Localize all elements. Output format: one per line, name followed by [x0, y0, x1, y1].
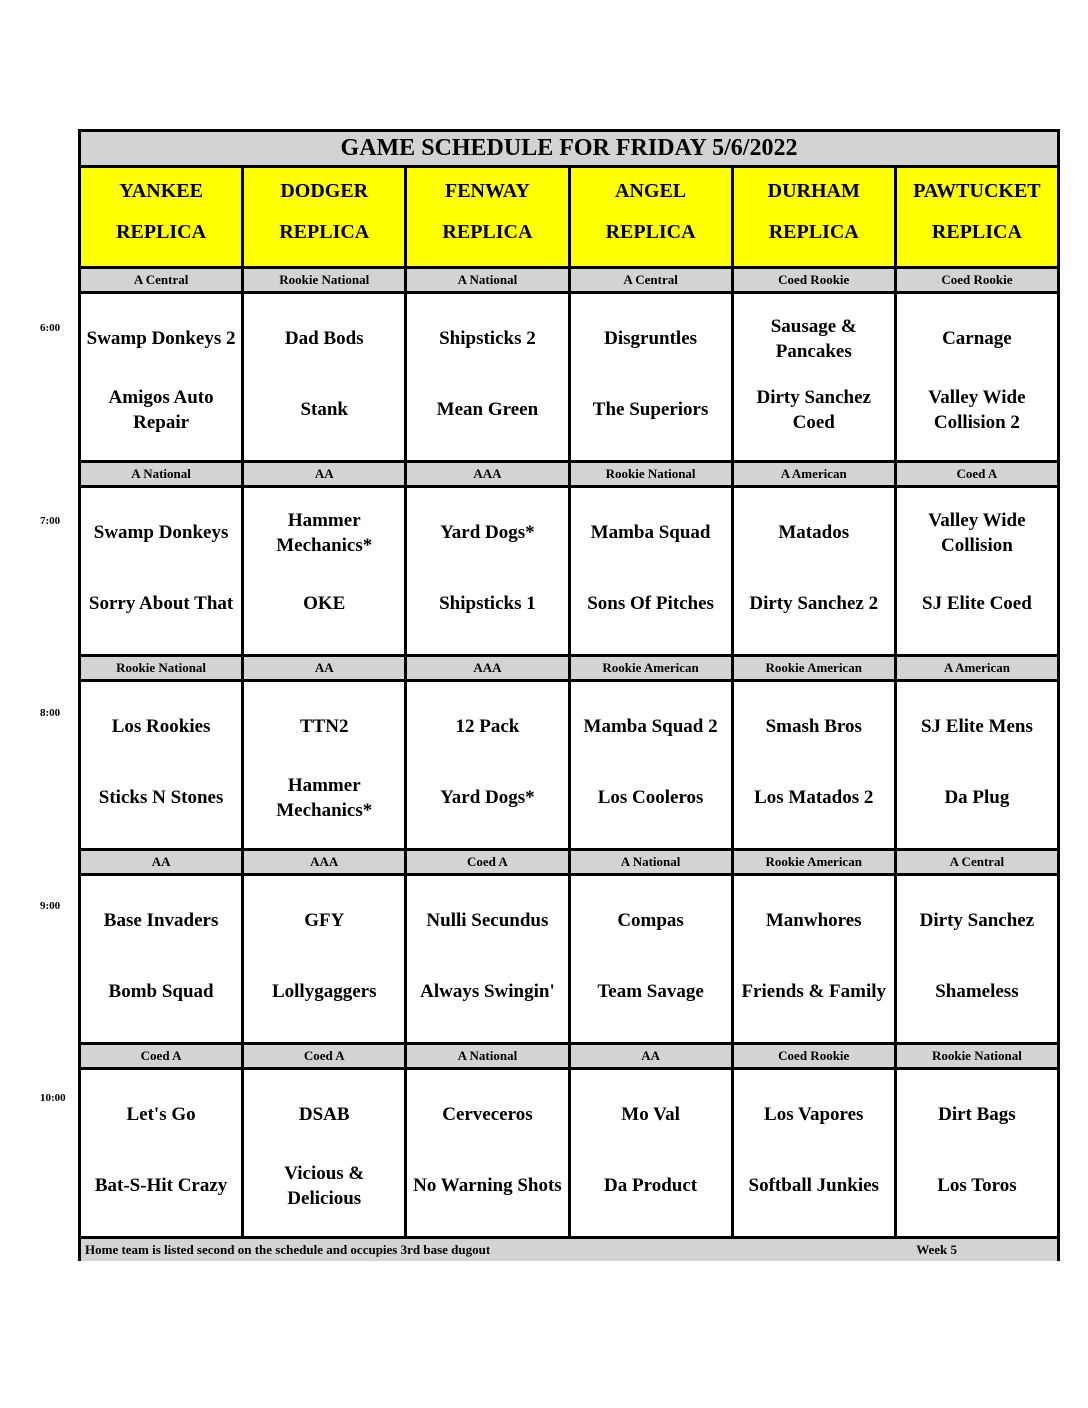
home-team: Valley Wide Collision 2 — [928, 386, 1026, 433]
away-team: Mamba Squad — [590, 522, 711, 544]
home-team: Stank — [300, 399, 348, 421]
division-label: Coed A — [81, 1045, 241, 1067]
home-team: Da Product — [604, 1175, 698, 1197]
division-label: Coed A — [244, 1045, 404, 1067]
field-name: ANGEL — [615, 180, 687, 202]
division-label: A National — [407, 269, 567, 291]
away-team: Swamp Donkeys — [93, 522, 229, 544]
division-label: Rookie National — [81, 657, 241, 679]
field-sub: REPLICA — [605, 221, 696, 243]
game-cell — [571, 488, 731, 654]
division-label: Rookie National — [244, 269, 404, 291]
home-team: Softball Junkies — [748, 1175, 879, 1197]
division-label: A National — [407, 1045, 567, 1067]
game-cell — [81, 294, 241, 460]
away-team: GFY — [304, 910, 345, 932]
away-team: Smash Bros — [765, 716, 862, 738]
home-team: Da Plug — [944, 787, 1010, 809]
away-team: Mamba Squad 2 — [583, 716, 718, 738]
division-label: AAA — [407, 463, 567, 485]
division-label: A Central — [571, 269, 731, 291]
away-team: Yard Dogs* — [440, 522, 535, 544]
home-team: Lollygaggers — [271, 981, 377, 1003]
away-team: Manwhores — [765, 910, 862, 932]
division-label: AAA — [407, 657, 567, 679]
field-header-dodger — [244, 168, 404, 266]
game-cell — [244, 876, 404, 1042]
division-label: A Central — [81, 269, 241, 291]
home-team: Sons Of Pitches — [587, 593, 714, 615]
home-team: Sorry About That — [88, 593, 234, 615]
division-label: Rookie National — [571, 463, 731, 485]
away-team: Carnage — [942, 328, 1012, 350]
field-sub: REPLICA — [279, 221, 370, 243]
away-team: Disgruntles — [604, 328, 698, 350]
home-team: Bomb Squad — [108, 981, 214, 1003]
game-cell — [734, 682, 894, 848]
time-label: 8:00 — [40, 707, 61, 719]
away-team: Dirt Bags — [938, 1104, 1016, 1126]
division-label: Coed Rookie — [734, 269, 894, 291]
away-team: Mo Val — [621, 1104, 680, 1126]
time-label: 7:00 — [40, 515, 61, 527]
footer-note: Home team is listed second on the schedule and occupies 3rd base dugout — [85, 1242, 491, 1257]
home-team: Mean Green — [436, 399, 539, 421]
game-cell — [897, 682, 1057, 848]
field-header-fenway — [407, 168, 567, 266]
home-team: Always Swingin' — [420, 981, 555, 1003]
away-team: Let's Go — [126, 1104, 196, 1126]
game-cell — [407, 876, 567, 1042]
away-team: Base Invaders — [103, 910, 219, 932]
away-team: Los Rookies — [111, 716, 211, 738]
division-label: Coed A — [407, 851, 567, 873]
game-cell — [81, 488, 241, 654]
game-cell — [897, 488, 1057, 654]
game-cell — [734, 876, 894, 1042]
field-header-pawtucket — [897, 168, 1057, 266]
division-label: Coed Rookie — [734, 1045, 894, 1067]
away-team: TTN2 — [299, 716, 349, 738]
field-name: YANKEE — [119, 180, 203, 202]
away-team: 12 Pack — [455, 716, 520, 738]
field-name: PAWTUCKET — [913, 180, 1041, 202]
field-name: DODGER — [280, 180, 369, 202]
game-cell — [81, 1070, 241, 1236]
game-cell — [407, 488, 567, 654]
field-sub: REPLICA — [768, 221, 859, 243]
away-team: Sausage & Pancakes — [770, 315, 857, 362]
game-cell — [244, 682, 404, 848]
home-team: Amigos Auto Repair — [108, 386, 214, 433]
division-label: A American — [897, 657, 1057, 679]
division-label: Rookie American — [571, 657, 731, 679]
away-team: Valley Wide Collision — [928, 509, 1026, 556]
division-label: Coed Rookie — [897, 269, 1057, 291]
game-cell — [407, 682, 567, 848]
game-cell — [244, 294, 404, 460]
field-name: DURHAM — [767, 180, 860, 202]
schedule-title: GAME SCHEDULE FOR FRIDAY 5/6/2022 — [81, 132, 1057, 165]
division-label: Coed A — [897, 463, 1057, 485]
game-cell — [734, 488, 894, 654]
game-cell — [571, 682, 731, 848]
home-team: Yard Dogs* — [440, 787, 535, 809]
away-team: Matados — [778, 522, 850, 544]
game-cell — [734, 1070, 894, 1236]
division-label: AA — [244, 657, 404, 679]
away-team: Swamp Donkeys 2 — [86, 328, 236, 350]
week-label: Week 5 — [916, 1242, 957, 1257]
away-team: Hammer Mechanics* — [276, 509, 373, 556]
away-team: Dad Bods — [284, 328, 364, 350]
game-cell — [81, 876, 241, 1042]
home-team: Dirty Sanchez 2 — [749, 593, 879, 615]
away-team: SJ Elite Mens — [920, 716, 1033, 738]
game-cell — [897, 876, 1057, 1042]
home-team: Dirty Sanchez Coed — [756, 386, 871, 433]
home-team: Los Matados 2 — [754, 787, 874, 809]
division-label: Rookie American — [734, 657, 894, 679]
home-team: Vicious & Delicious — [284, 1162, 365, 1209]
game-cell — [81, 682, 241, 848]
game-cell — [897, 1070, 1057, 1236]
home-team: Friends & Family — [741, 981, 887, 1003]
field-sub: REPLICA — [931, 221, 1022, 243]
home-team: Team Savage — [597, 981, 704, 1003]
field-header-angel — [571, 168, 731, 266]
away-team: Shipsticks 2 — [439, 328, 536, 350]
home-team: SJ Elite Coed — [922, 593, 1032, 615]
division-label: AA — [244, 463, 404, 485]
division-label: AA — [81, 851, 241, 873]
field-sub: REPLICA — [116, 221, 207, 243]
schedule-table — [78, 129, 1060, 1261]
field-name: FENWAY — [444, 180, 530, 202]
game-cell — [407, 1070, 567, 1236]
home-team: Sticks N Stones — [98, 787, 224, 809]
time-label: 9:00 — [40, 900, 61, 912]
division-label: Rookie American — [734, 851, 894, 873]
game-cell — [244, 488, 404, 654]
away-team: DSAB — [298, 1104, 350, 1126]
field-header-durham — [734, 168, 894, 266]
game-cell — [571, 876, 731, 1042]
game-cell — [571, 1070, 731, 1236]
home-team: The Superiors — [592, 399, 709, 421]
time-label: 10:00 — [40, 1092, 66, 1104]
away-team: Cerveceros — [442, 1104, 533, 1126]
away-team: Compas — [617, 910, 684, 932]
home-team: Los Toros — [937, 1175, 1017, 1197]
division-label: Rookie National — [897, 1045, 1057, 1067]
game-cell — [407, 294, 567, 460]
home-team: Shipsticks 1 — [439, 593, 536, 615]
home-team: OKE — [303, 593, 346, 615]
home-team: No Warning Shots — [413, 1175, 562, 1197]
home-team: Shameless — [935, 981, 1019, 1003]
home-team: Bat-S-Hit Crazy — [94, 1175, 228, 1197]
field-sub: REPLICA — [442, 221, 533, 243]
division-label: A National — [81, 463, 241, 485]
division-label: A National — [571, 851, 731, 873]
away-team: Dirty Sanchez — [919, 910, 1035, 932]
schedule-footer — [81, 1239, 1057, 1261]
away-team: Los Vapores — [764, 1104, 864, 1126]
game-cell — [571, 294, 731, 460]
division-label: AA — [571, 1045, 731, 1067]
game-cell — [244, 1070, 404, 1236]
division-label: A American — [734, 463, 894, 485]
division-label: A Central — [897, 851, 1057, 873]
home-team: Los Cooleros — [597, 787, 704, 809]
game-cell — [734, 294, 894, 460]
home-team: Hammer Mechanics* — [276, 774, 373, 821]
away-team: Nulli Secundus — [426, 910, 549, 932]
field-header-yankee — [81, 168, 241, 266]
game-cell — [897, 294, 1057, 460]
division-label: AAA — [244, 851, 404, 873]
time-label: 6:00 — [40, 322, 61, 334]
